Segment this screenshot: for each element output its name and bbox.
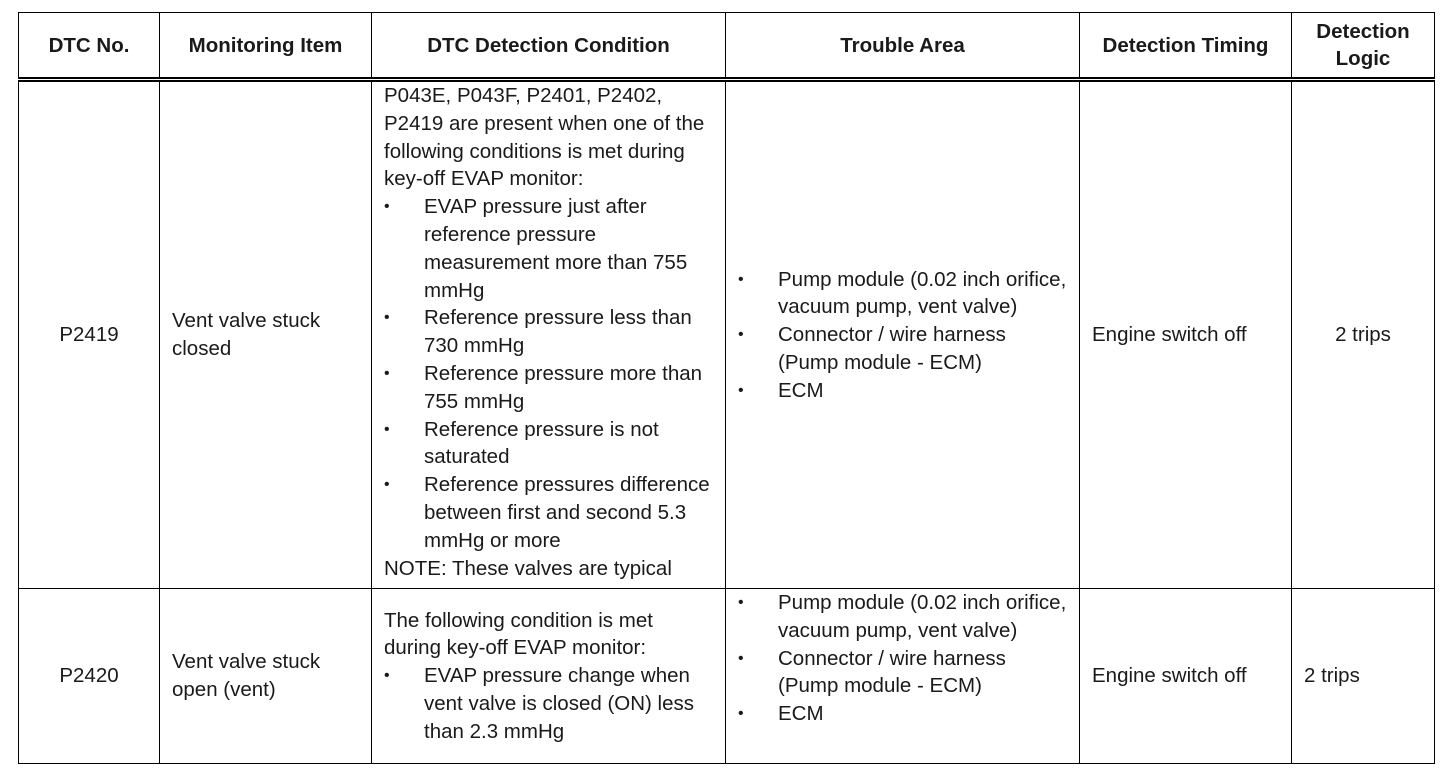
monitoring-item: Vent valve stuck closed (160, 80, 372, 589)
header-detection-timing: Detection Timing (1080, 13, 1292, 80)
list-item: • Pump module (0.02 inch orifice, vacuum pump, vent valve) (738, 266, 1067, 322)
list-item: • ECM (738, 700, 1067, 728)
list-item: • EVAP pressure change when vent valve is closed (ON) less than 2.3 mmHg (384, 662, 713, 745)
header-detection-condition: DTC Detection Condition (372, 13, 726, 80)
header-monitoring-item: Monitoring Item (160, 13, 372, 80)
condition-intro: P043E, P043F, P2401, P2402, P2419 are present when one of the following conditions is met during key-off EVAP monitor: (384, 84, 705, 191)
dtc-code: P2420 (19, 589, 160, 764)
list-item: • Connector / wire harness (Pump module - ECM) (738, 645, 1067, 701)
condition-list (384, 193, 713, 554)
detection-timing: Engine switch off (1080, 80, 1292, 589)
list-item: • Reference pressure is not saturated (384, 416, 713, 472)
table-row (19, 80, 1435, 589)
list-item: • Reference pressure less than 730 mmHg (384, 304, 713, 360)
detection-logic: 2 trips (1292, 589, 1435, 764)
trouble-list (738, 589, 1067, 728)
list-item: • Connector / wire harness (Pump module - ECM) (738, 321, 1067, 377)
condition-note: NOTE: These valves are typical (384, 556, 672, 580)
list-item: • EVAP pressure just after reference pressure measurement more than 755 mmHg (384, 193, 713, 304)
detection-logic: 2 trips (1292, 80, 1435, 589)
detection-timing: Engine switch off (1080, 589, 1292, 764)
condition-list (384, 662, 713, 745)
header-detection-logic: Detection Logic (1292, 13, 1435, 80)
detection-condition (372, 80, 726, 589)
list-item: • ECM (738, 377, 1067, 405)
header-row (19, 13, 1435, 80)
header-dtc-no: DTC No. (19, 13, 160, 80)
header-trouble-area: Trouble Area (726, 13, 1080, 80)
dtc-table-container (18, 12, 1435, 764)
trouble-area (726, 589, 1080, 764)
list-item: • Reference pressure more than 755 mmHg (384, 360, 713, 416)
list-item: • Reference pressures difference between first and second 5.3 mmHg or more (384, 471, 713, 554)
list-item: • Pump module (0.02 inch orifice, vacuum pump, vent valve) (738, 589, 1067, 645)
dtc-code: P2419 (19, 80, 160, 589)
table-row (19, 589, 1435, 764)
dtc-table (18, 12, 1435, 764)
trouble-area (726, 80, 1080, 589)
trouble-list (738, 266, 1067, 405)
monitoring-item: Vent valve stuck open (vent) (160, 589, 372, 764)
detection-condition (372, 589, 726, 764)
condition-intro: The following condition is met during key-off EVAP monitor: (384, 608, 653, 660)
